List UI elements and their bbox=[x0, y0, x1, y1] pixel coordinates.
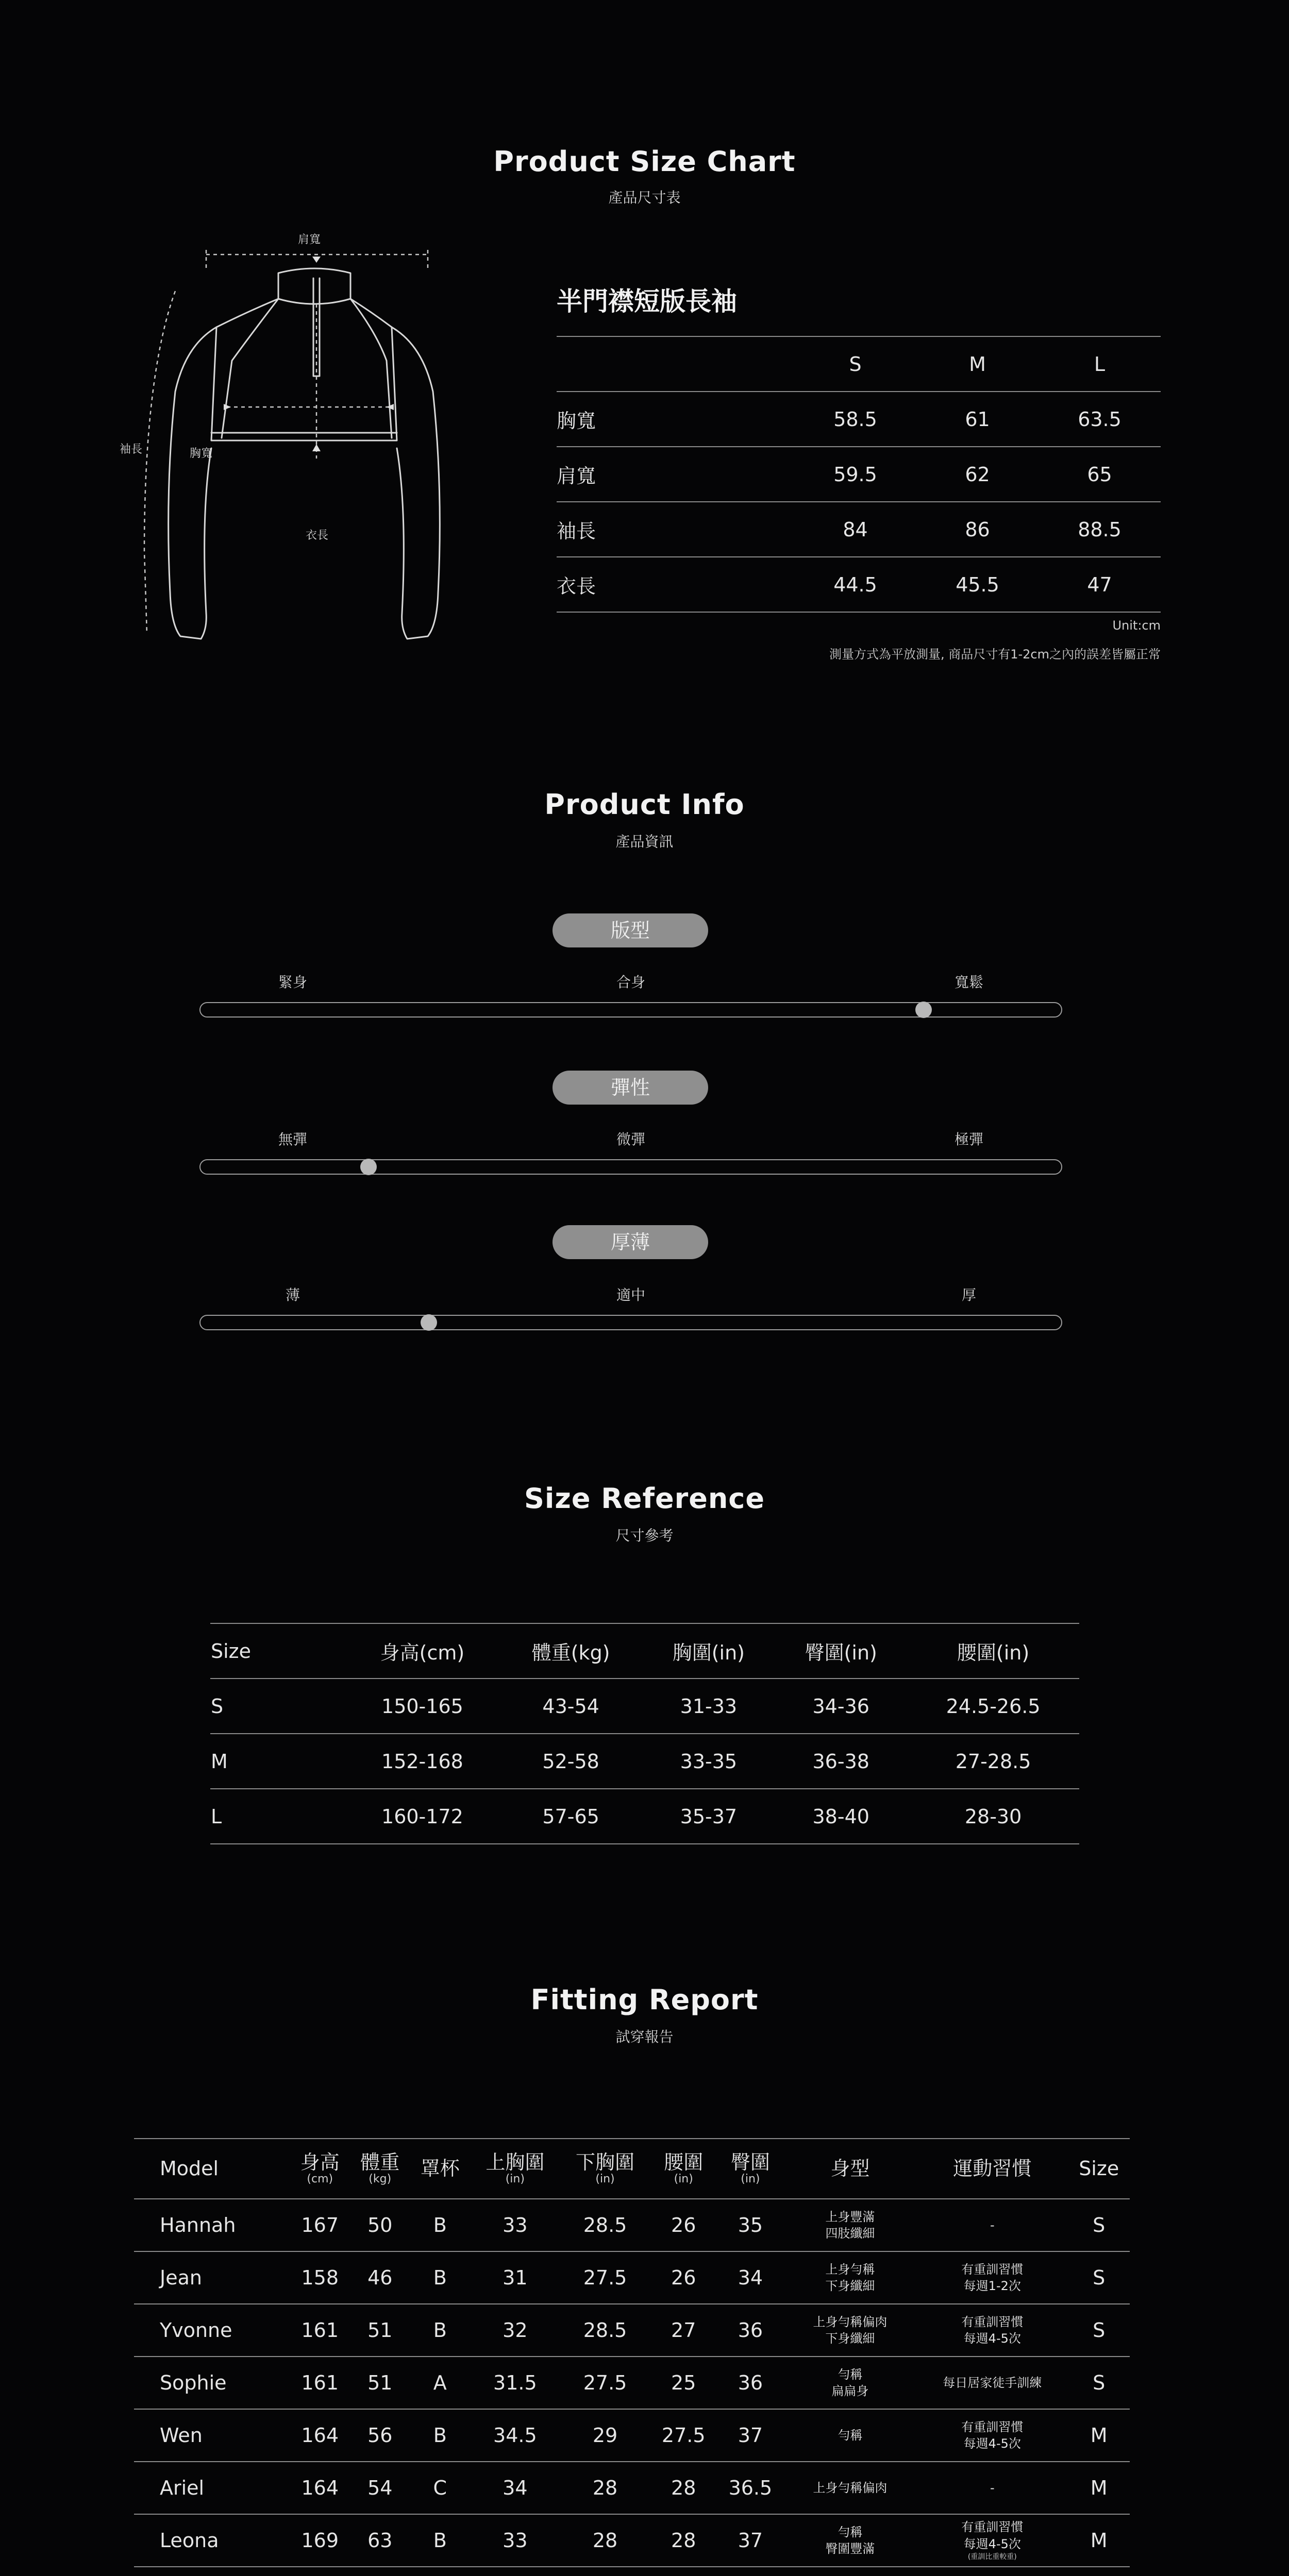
cell-exercise bbox=[916, 2514, 1068, 2567]
cell-body-type bbox=[784, 2304, 916, 2357]
cell-exercise bbox=[916, 2567, 1068, 2576]
cell-weight: 56 bbox=[350, 2409, 410, 2462]
cell-body-type bbox=[784, 2409, 916, 2462]
fit-label-middle: 合身 bbox=[616, 974, 646, 991]
cell-exercise bbox=[916, 2304, 1068, 2357]
cell-weight: 51 bbox=[350, 2304, 410, 2357]
body-type-line: 扁扁身 bbox=[831, 2384, 869, 2398]
thickness-slider-track bbox=[199, 1315, 1062, 1330]
cell-waist bbox=[650, 2567, 717, 2576]
table-cell: 84 bbox=[794, 502, 916, 557]
fitting-report-body bbox=[134, 2199, 1130, 2576]
cell-size: M bbox=[1068, 2514, 1130, 2567]
table-row bbox=[210, 1789, 1079, 1844]
table-row bbox=[557, 392, 1161, 447]
body-type-line: 下身纖細 bbox=[825, 2331, 875, 2346]
table-cell: 35-37 bbox=[642, 1789, 775, 1844]
cell-waist: 27 bbox=[650, 2304, 717, 2357]
row-label: 袖長 bbox=[557, 502, 794, 557]
fit-label-right: 寬鬆 bbox=[954, 974, 984, 991]
table-row bbox=[134, 2462, 1130, 2514]
cell-model bbox=[134, 2567, 290, 2576]
exercise-line: 每週4-5次 bbox=[963, 2331, 1021, 2346]
cell-hip: 37 bbox=[717, 2409, 784, 2462]
table-cell: 150-165 bbox=[345, 1679, 499, 1734]
cell-exercise bbox=[916, 2462, 1068, 2514]
cell-weight: 50 bbox=[350, 2199, 410, 2251]
header-label: 上胸圍 bbox=[486, 2150, 545, 2174]
table-header-cell: 體重(kg) bbox=[499, 1623, 643, 1679]
cell-upper bbox=[470, 2567, 560, 2576]
table-cell: M bbox=[210, 1734, 345, 1789]
body-type-line: 臀圍豐滿 bbox=[825, 2541, 875, 2556]
header-waist bbox=[650, 2139, 717, 2199]
table-cell: 43-54 bbox=[499, 1679, 643, 1734]
table-header-cell: 身高(cm) bbox=[345, 1623, 499, 1679]
header-unit: (in) bbox=[595, 2173, 615, 2186]
table-cell: 47 bbox=[1039, 557, 1161, 612]
table-header-cell bbox=[557, 336, 794, 392]
table-cell: 31-33 bbox=[642, 1679, 775, 1734]
cell-cup: B bbox=[410, 2199, 470, 2251]
table-header-cell: 腰圍(in) bbox=[907, 1623, 1079, 1679]
header-label: 罩杯 bbox=[420, 2157, 460, 2180]
exercise-line: 有重訓習慣 bbox=[961, 2262, 1024, 2277]
body-type-line: 上身勻稱偏肉 bbox=[813, 2314, 888, 2329]
cell-height bbox=[290, 2567, 350, 2576]
cell-cup bbox=[410, 2567, 470, 2576]
thickness-label-right: 厚 bbox=[961, 1286, 977, 1303]
table-cell: 58.5 bbox=[794, 392, 916, 447]
elasticity-label-left: 無彈 bbox=[278, 1131, 308, 1148]
table-header-row bbox=[557, 336, 1161, 392]
cell-hip: 36.5 bbox=[717, 2462, 784, 2514]
table-cell: 33-35 bbox=[642, 1734, 775, 1789]
table-cell: 28-30 bbox=[907, 1789, 1079, 1844]
table-header-cell: L bbox=[1039, 336, 1161, 392]
size-reference-title: Size Reference bbox=[524, 1482, 765, 1515]
diagram-label-sleeve: 袖長 bbox=[120, 443, 143, 456]
header-hip bbox=[717, 2139, 784, 2199]
header-body-type bbox=[784, 2139, 916, 2199]
diagram-label-chest: 胸寬 bbox=[190, 447, 213, 460]
table-cell: 63.5 bbox=[1039, 392, 1161, 447]
cell-body-type bbox=[784, 2462, 916, 2514]
cell-size bbox=[1068, 2567, 1130, 2576]
table-cell: 36-38 bbox=[775, 1734, 907, 1789]
row-label: 衣長 bbox=[557, 557, 794, 612]
diagram-label-shoulder: 肩寬 bbox=[298, 233, 321, 246]
cell-cup: C bbox=[410, 2462, 470, 2514]
header-label: Model bbox=[160, 2157, 219, 2180]
table-cell: 65 bbox=[1039, 447, 1161, 502]
table-cell: 44.5 bbox=[794, 557, 916, 612]
table-header-cell: 臀圍(in) bbox=[775, 1623, 907, 1679]
table-cell: 88.5 bbox=[1039, 502, 1161, 557]
size-reference-subtitle: 尺寸參考 bbox=[615, 1527, 674, 1544]
table-row bbox=[557, 502, 1161, 557]
table-cell: 52-58 bbox=[499, 1734, 643, 1789]
cell-exercise bbox=[916, 2199, 1068, 2251]
size-chart-title: Product Size Chart bbox=[493, 145, 796, 178]
cell-cup: A bbox=[410, 2357, 470, 2409]
elasticity-label-right: 極彈 bbox=[954, 1131, 984, 1148]
elasticity-slider-knob bbox=[360, 1159, 377, 1175]
size-chart-table bbox=[557, 336, 1161, 613]
body-type-line: 勻稱 bbox=[838, 2428, 863, 2443]
body-type-line: 下身纖細 bbox=[825, 2279, 875, 2293]
fit-slider-track bbox=[199, 1002, 1062, 1018]
fitting-report-subtitle: 試穿報告 bbox=[615, 2028, 674, 2045]
table-row bbox=[134, 2514, 1130, 2567]
row-label: 胸寬 bbox=[557, 392, 794, 447]
header-label: 運動習慣 bbox=[953, 2157, 1032, 2180]
product-info-subtitle: 產品資訊 bbox=[615, 833, 674, 850]
cell-height: 158 bbox=[290, 2251, 350, 2304]
product-name: 半門襟短版長袖 bbox=[557, 286, 737, 316]
cell-height: 169 bbox=[290, 2514, 350, 2567]
table-cell: 38-40 bbox=[775, 1789, 907, 1844]
table-row bbox=[557, 447, 1161, 502]
cell-size: S bbox=[1068, 2357, 1130, 2409]
header-exercise bbox=[916, 2139, 1068, 2199]
header-label: 體重 bbox=[360, 2150, 400, 2174]
cell-height: 167 bbox=[290, 2199, 350, 2251]
exercise-line: 每週1-2次 bbox=[963, 2279, 1021, 2293]
cell-model: Jean bbox=[134, 2251, 290, 2304]
cell-hip bbox=[717, 2567, 784, 2576]
cell-upper: 34 bbox=[470, 2462, 560, 2514]
cell-lower: 27.5 bbox=[560, 2357, 650, 2409]
cell-upper: 33 bbox=[470, 2199, 560, 2251]
exercise-line: 每週4-5次 bbox=[963, 2436, 1021, 2451]
table-cell: 62 bbox=[916, 447, 1039, 502]
cell-exercise bbox=[916, 2409, 1068, 2462]
header-under-bust bbox=[560, 2139, 650, 2199]
table-row bbox=[134, 2567, 1130, 2576]
size-reference-table bbox=[210, 1623, 1079, 1844]
cell-upper: 34.5 bbox=[470, 2409, 560, 2462]
cell-model: Wen bbox=[134, 2409, 290, 2462]
elasticity-label-middle: 微彈 bbox=[616, 1131, 646, 1148]
header-unit: (in) bbox=[674, 2173, 693, 2186]
cell-height: 161 bbox=[290, 2357, 350, 2409]
body-type-line: 上身勻稱 bbox=[825, 2262, 875, 2277]
cell-body-type bbox=[784, 2199, 916, 2251]
header-label: Size bbox=[1079, 2157, 1119, 2180]
body-type-line: 上身勻稱偏肉 bbox=[813, 2480, 888, 2495]
cell-lower: 28.5 bbox=[560, 2199, 650, 2251]
garment-diagram bbox=[120, 222, 495, 659]
fitting-report-title: Fitting Report bbox=[530, 1984, 759, 2016]
fit-label-left: 緊身 bbox=[278, 974, 308, 991]
cell-exercise bbox=[916, 2251, 1068, 2304]
cell-weight: 63 bbox=[350, 2514, 410, 2567]
header-unit: (cm) bbox=[307, 2173, 333, 2186]
cell-lower bbox=[560, 2567, 650, 2576]
cell-height: 164 bbox=[290, 2409, 350, 2462]
body-type-line: 勻稱 bbox=[838, 2367, 863, 2382]
cell-size: M bbox=[1068, 2462, 1130, 2514]
table-header-cell: M bbox=[916, 336, 1039, 392]
cell-hip: 37 bbox=[717, 2514, 784, 2567]
header-cup bbox=[410, 2139, 470, 2199]
header-label: 下胸圍 bbox=[576, 2150, 635, 2174]
exercise-line: 有重訓習慣 bbox=[961, 2419, 1024, 2434]
body-type-line: 勻稱 bbox=[838, 2524, 863, 2539]
garment-sketch bbox=[124, 222, 495, 659]
cell-hip: 36 bbox=[717, 2357, 784, 2409]
cell-lower: 28 bbox=[560, 2514, 650, 2567]
table-header-cell: 胸圍(in) bbox=[642, 1623, 775, 1679]
elasticity-slider-track bbox=[199, 1159, 1062, 1175]
header-unit: (kg) bbox=[369, 2173, 392, 2186]
table-cell: 86 bbox=[916, 502, 1039, 557]
cell-upper: 31.5 bbox=[470, 2357, 560, 2409]
header-model bbox=[134, 2139, 290, 2199]
table-header-cell: Size bbox=[210, 1623, 345, 1679]
elasticity-pill: 彈性 bbox=[553, 1071, 708, 1105]
cell-model: Leona bbox=[134, 2514, 290, 2567]
fit-slider-knob bbox=[915, 1002, 932, 1018]
cell-model: Hannah bbox=[134, 2199, 290, 2251]
cell-cup: B bbox=[410, 2409, 470, 2462]
table-cell: 61 bbox=[916, 392, 1039, 447]
table-cell: 24.5-26.5 bbox=[907, 1679, 1079, 1734]
cell-size: M bbox=[1068, 2409, 1130, 2462]
table-cell: 59.5 bbox=[794, 447, 916, 502]
table-cell: S bbox=[210, 1679, 345, 1734]
row-label: 肩寬 bbox=[557, 447, 794, 502]
cell-lower: 29 bbox=[560, 2409, 650, 2462]
body-type-line: 四肢纖細 bbox=[825, 2226, 875, 2241]
measurement-note: 測量方式為平放測量, 商品尺寸有1-2cm之內的誤差皆屬正常 bbox=[829, 647, 1161, 662]
cell-upper: 31 bbox=[470, 2251, 560, 2304]
thickness-label-middle: 適中 bbox=[616, 1286, 646, 1303]
cell-lower: 28 bbox=[560, 2462, 650, 2514]
table-row bbox=[557, 557, 1161, 612]
table-cell: 57-65 bbox=[499, 1789, 643, 1844]
cell-exercise bbox=[916, 2357, 1068, 2409]
cell-hip: 36 bbox=[717, 2304, 784, 2357]
cell-waist: 26 bbox=[650, 2199, 717, 2251]
cell-lower: 28.5 bbox=[560, 2304, 650, 2357]
exercise-line: 每日居家徒手訓練 bbox=[943, 2375, 1042, 2390]
table-row bbox=[134, 2304, 1130, 2357]
size-chart-subtitle: 產品尺寸表 bbox=[608, 189, 681, 206]
header-unit: (in) bbox=[741, 2173, 760, 2186]
cell-cup: B bbox=[410, 2251, 470, 2304]
table-row bbox=[210, 1679, 1079, 1734]
table-cell: 34-36 bbox=[775, 1679, 907, 1734]
table-header-row bbox=[134, 2139, 1130, 2199]
header-weight bbox=[350, 2139, 410, 2199]
cell-hip: 35 bbox=[717, 2199, 784, 2251]
diagram-label-length: 衣長 bbox=[306, 529, 329, 542]
cell-model: Sophie bbox=[134, 2357, 290, 2409]
cell-body-type bbox=[784, 2567, 916, 2576]
fit-pill: 版型 bbox=[553, 913, 708, 947]
cell-cup: B bbox=[410, 2514, 470, 2567]
body-type-line: 上身豐滿 bbox=[825, 2209, 875, 2224]
cell-height: 164 bbox=[290, 2462, 350, 2514]
cell-weight bbox=[350, 2567, 410, 2576]
header-label: 身型 bbox=[830, 2157, 870, 2180]
table-cell: 27-28.5 bbox=[907, 1734, 1079, 1789]
cell-body-type bbox=[784, 2357, 916, 2409]
cell-size: S bbox=[1068, 2199, 1130, 2251]
cell-hip: 34 bbox=[717, 2251, 784, 2304]
cell-waist: 26 bbox=[650, 2251, 717, 2304]
cell-weight: 51 bbox=[350, 2357, 410, 2409]
cell-weight: 54 bbox=[350, 2462, 410, 2514]
table-cell: 45.5 bbox=[916, 557, 1039, 612]
exercise-line: 有重訓習慣 bbox=[961, 2314, 1024, 2329]
cell-waist: 25 bbox=[650, 2357, 717, 2409]
exercise-note: (重訓比重較重) bbox=[967, 2552, 1017, 2561]
header-upper-bust bbox=[470, 2139, 560, 2199]
table-row bbox=[134, 2409, 1130, 2462]
table-row bbox=[134, 2251, 1130, 2304]
thickness-slider-knob bbox=[421, 1314, 437, 1331]
table-row bbox=[134, 2357, 1130, 2409]
table-cell: L bbox=[210, 1789, 345, 1844]
cell-model: Yvonne bbox=[134, 2304, 290, 2357]
table-row bbox=[210, 1734, 1079, 1789]
exercise-line: 每週4-5次 bbox=[963, 2536, 1021, 2551]
cell-waist: 28 bbox=[650, 2462, 717, 2514]
table-row bbox=[134, 2199, 1130, 2251]
header-label: 身高 bbox=[300, 2150, 340, 2174]
cell-waist: 28 bbox=[650, 2514, 717, 2567]
thickness-pill: 厚薄 bbox=[553, 1225, 708, 1259]
table-header-row bbox=[210, 1623, 1079, 1679]
cell-size: S bbox=[1068, 2304, 1130, 2357]
header-unit: (in) bbox=[505, 2173, 525, 2186]
exercise-line: - bbox=[990, 2217, 995, 2232]
table-cell: 160-172 bbox=[345, 1789, 499, 1844]
cell-model: Ariel bbox=[134, 2462, 290, 2514]
cell-upper: 32 bbox=[470, 2304, 560, 2357]
header-height bbox=[290, 2139, 350, 2199]
cell-cup: B bbox=[410, 2304, 470, 2357]
header-label: 臀圍 bbox=[730, 2150, 770, 2174]
unit-label: Unit:cm bbox=[1112, 618, 1161, 633]
cell-size: S bbox=[1068, 2251, 1130, 2304]
header-size bbox=[1068, 2139, 1130, 2199]
product-info-title: Product Info bbox=[544, 788, 745, 821]
cell-body-type bbox=[784, 2251, 916, 2304]
table-header-cell: S bbox=[794, 336, 916, 392]
thickness-label-left: 薄 bbox=[285, 1286, 300, 1303]
exercise-line: - bbox=[990, 2480, 995, 2495]
exercise-line: 有重訓習慣 bbox=[961, 2520, 1024, 2535]
cell-lower: 27.5 bbox=[560, 2251, 650, 2304]
table-cell: 152-168 bbox=[345, 1734, 499, 1789]
cell-height: 161 bbox=[290, 2304, 350, 2357]
cell-upper: 33 bbox=[470, 2514, 560, 2567]
cell-weight: 46 bbox=[350, 2251, 410, 2304]
cell-body-type bbox=[784, 2514, 916, 2567]
header-label: 腰圍 bbox=[664, 2150, 704, 2174]
cell-waist: 27.5 bbox=[650, 2409, 717, 2462]
fitting-report-table bbox=[134, 2138, 1130, 2576]
